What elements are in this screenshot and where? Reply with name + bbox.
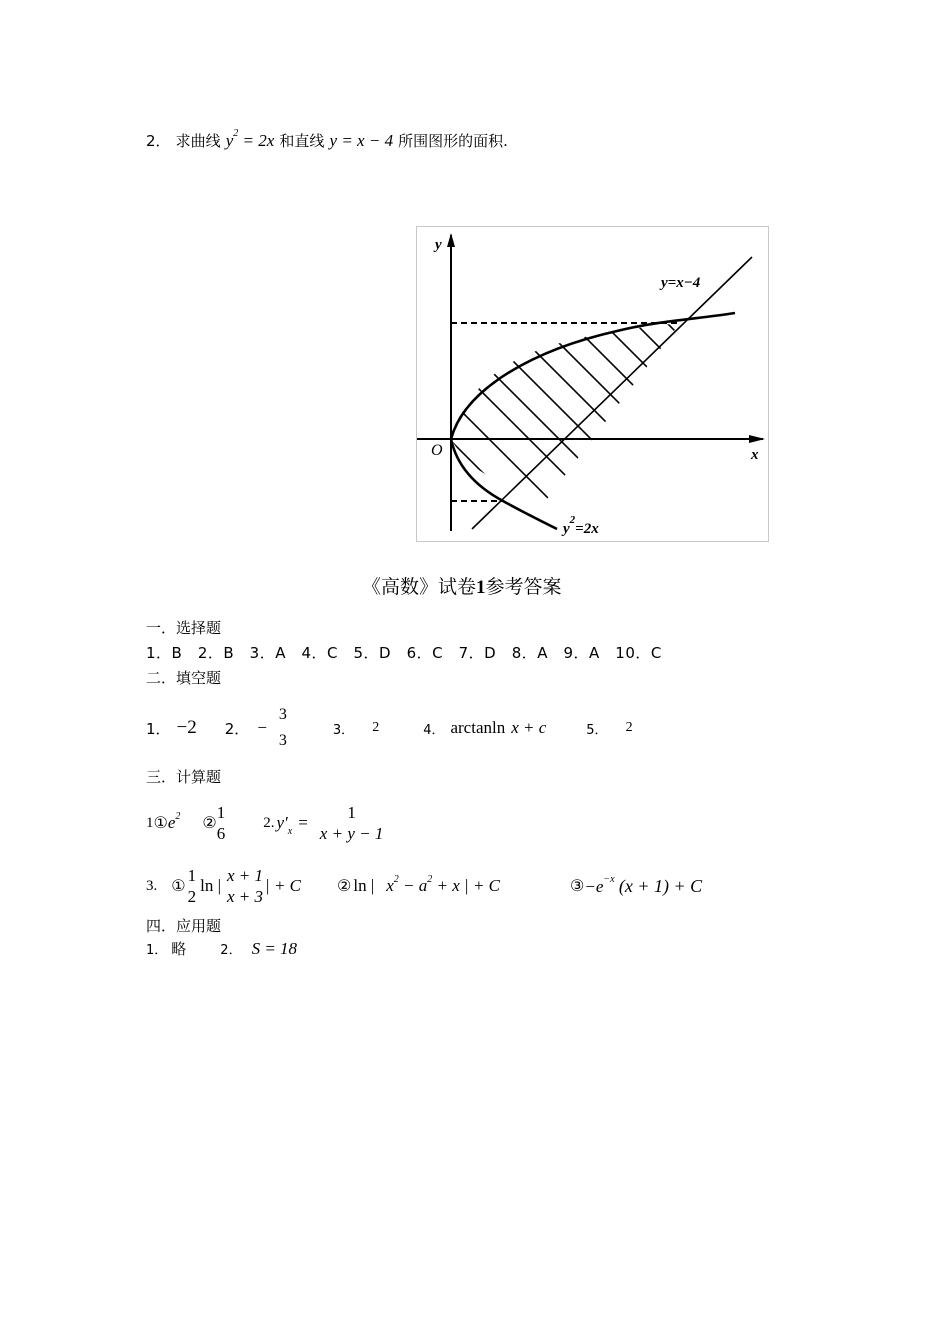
fill-answers: 1． −2 2． − 3 3 3． 2 4． arctanln x + c 5． 2 — [146, 706, 633, 749]
app-q1-answer: 略 — [171, 940, 187, 958]
x-axis-label: x — [751, 447, 759, 463]
application-answers: 1． 略 2． S = 18 — [146, 938, 298, 958]
equation-curve: $y^2 = 2x$ — [225, 128, 275, 150]
section-choice-heading: 一．选择题 — [146, 619, 222, 637]
curve-label: $y^2=2x$ — [563, 514, 599, 537]
fill-q1-answer: −2 — [176, 717, 197, 738]
problem-statement — [146, 130, 508, 151]
calc-row-3: 3. ① 1 2 ln | x + 1 x + 3 | + C ② ln | $x^2 - a^2 + x$ | + C ③ $-e^{-x}$ (x + 1) + C — [146, 865, 703, 906]
area-figure — [416, 226, 769, 542]
fill-q5-answer: 2 — [625, 720, 633, 735]
fill-q3-answer: 2 — [372, 720, 380, 735]
equation-line: y = x − 4 — [329, 131, 394, 150]
answers-title: 《高数》试卷1参考答案 — [362, 576, 562, 598]
problem-number: 2． — [146, 132, 171, 150]
fill-q4-variable: x + c — [511, 718, 547, 737]
origin-label: O — [431, 442, 443, 459]
y-axis-label: y — [435, 237, 442, 253]
choice-answers: 1．B 2．B 3．A 4．C 5．D 6．C 7．D 8．A 9．A 10．C — [146, 644, 662, 662]
section-fill-heading: 二．填空题 — [146, 669, 222, 687]
calc1-fraction: 1 6 — [216, 802, 226, 843]
app-q2-answer: S = 18 — [251, 938, 298, 958]
y-axis-arrow-icon — [447, 233, 455, 247]
calc-row-1: 1 ① $e^2$ ② 1 6 2. $y'_x$ = 1 x + y − 1 — [146, 802, 384, 843]
section-application-heading: 四．应用题 — [146, 917, 222, 935]
calc1-e-power: $e^2$ — [167, 811, 181, 832]
calc2-fraction: 1 x + y − 1 — [319, 802, 384, 843]
section-calc-heading: 三．计算题 — [146, 768, 222, 786]
line-label: y=x−4 — [661, 275, 701, 291]
problem-text-1: 求曲线 — [175, 132, 221, 150]
calc3-sqrt-expression: $x^2 - a^2 + x$ | + C — [386, 874, 501, 895]
hatch-pattern — [417, 247, 768, 541]
calc3-fraction: x + 1 x + 3 — [226, 865, 264, 906]
fill-q2-fraction: 3 3 — [278, 706, 287, 749]
fill-q4-answer: arctanln — [450, 718, 506, 737]
calc2-derivative: $y'_x$ — [276, 813, 293, 837]
calc3-exp-expression: $-e^{-x}$ (x + 1) + C — [584, 873, 703, 896]
x-axis-arrow-icon — [749, 435, 765, 443]
figure-svg — [417, 227, 768, 541]
problem-text-3: 所围图形的面积. — [398, 132, 508, 150]
problem-text-2: 和直线 — [279, 132, 325, 150]
calc3-half: 1 2 — [187, 865, 197, 906]
